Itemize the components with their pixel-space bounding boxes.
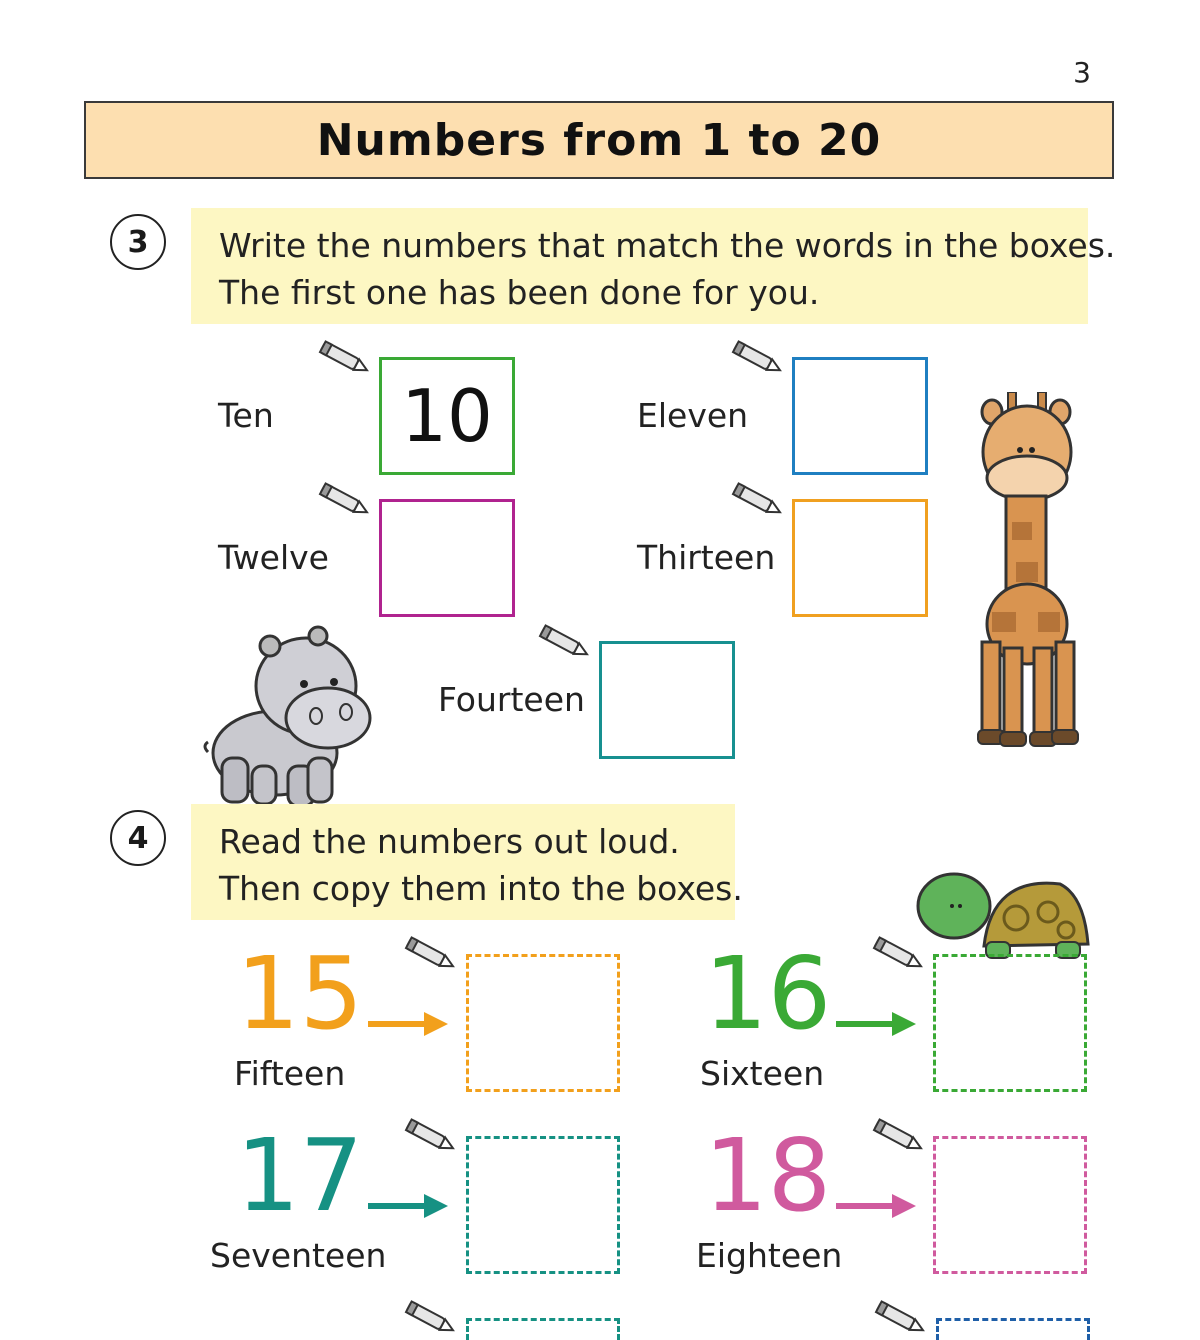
question-number-4: 4 xyxy=(110,810,166,866)
pencil-icon xyxy=(400,936,460,972)
word-eighteen: Eighteen xyxy=(696,1236,843,1275)
word-fifteen: Fifteen xyxy=(234,1054,346,1093)
answer-value: 10 xyxy=(401,374,493,458)
answer-box-thirteen[interactable] xyxy=(792,499,928,617)
instructions-3 xyxy=(191,208,1116,324)
copy-box-partial[interactable] xyxy=(936,1318,1090,1340)
answer-box-eleven[interactable] xyxy=(792,357,928,475)
copy-box-partial[interactable] xyxy=(466,1318,620,1340)
pencil-icon xyxy=(314,340,374,376)
word-seventeen: Seventeen xyxy=(210,1236,387,1275)
title-bar xyxy=(84,101,1114,179)
question-number-3: 3 xyxy=(110,214,166,270)
answer-box-ten[interactable] xyxy=(379,357,515,475)
word-label-thirteen: Thirteen xyxy=(637,538,776,577)
tortoise-illustration xyxy=(916,866,1090,960)
copy-box-18[interactable] xyxy=(933,1136,1087,1274)
page-number: 3 xyxy=(1073,56,1091,89)
pencil-icon xyxy=(868,936,928,972)
pencil-icon xyxy=(727,340,787,376)
pencil-icon xyxy=(400,1118,460,1154)
pencil-icon xyxy=(400,1300,460,1336)
pencil-icon xyxy=(870,1300,930,1336)
instruction-line: The first one has been done for you. xyxy=(219,273,820,312)
pencil-icon xyxy=(868,1118,928,1154)
word-label-eleven: Eleven xyxy=(637,396,749,435)
arrow-right-icon xyxy=(836,1012,916,1036)
pencil-icon xyxy=(534,624,594,660)
instruction-line: Read the numbers out loud. xyxy=(219,822,680,861)
answer-box-fourteen[interactable] xyxy=(599,641,735,759)
arrow-right-icon xyxy=(368,1194,448,1218)
hippo-illustration xyxy=(200,618,380,812)
arrow-right-icon xyxy=(836,1194,916,1218)
instruction-line: Then copy them into the boxes. xyxy=(219,869,743,908)
answer-box-twelve[interactable] xyxy=(379,499,515,617)
copy-box-16[interactable] xyxy=(933,954,1087,1092)
pencil-icon xyxy=(727,482,787,518)
number-17: 17 xyxy=(236,1117,364,1234)
copy-box-17[interactable] xyxy=(466,1136,620,1274)
word-label-ten: Ten xyxy=(218,396,274,435)
page-title: Numbers from 1 to 20 xyxy=(316,114,882,166)
number-16: 16 xyxy=(704,935,832,1052)
number-15: 15 xyxy=(236,935,364,1052)
instructions-4 xyxy=(191,804,743,920)
instruction-line: Write the numbers that match the words in the boxes. xyxy=(219,226,1116,265)
word-sixteen: Sixteen xyxy=(700,1054,825,1093)
giraffe-illustration xyxy=(972,392,1084,748)
word-label-twelve: Twelve xyxy=(218,538,329,577)
number-18: 18 xyxy=(704,1117,832,1234)
arrow-right-icon xyxy=(368,1012,448,1036)
word-label-fourteen: Fourteen xyxy=(438,680,585,719)
pencil-icon xyxy=(314,482,374,518)
copy-box-15[interactable] xyxy=(466,954,620,1092)
